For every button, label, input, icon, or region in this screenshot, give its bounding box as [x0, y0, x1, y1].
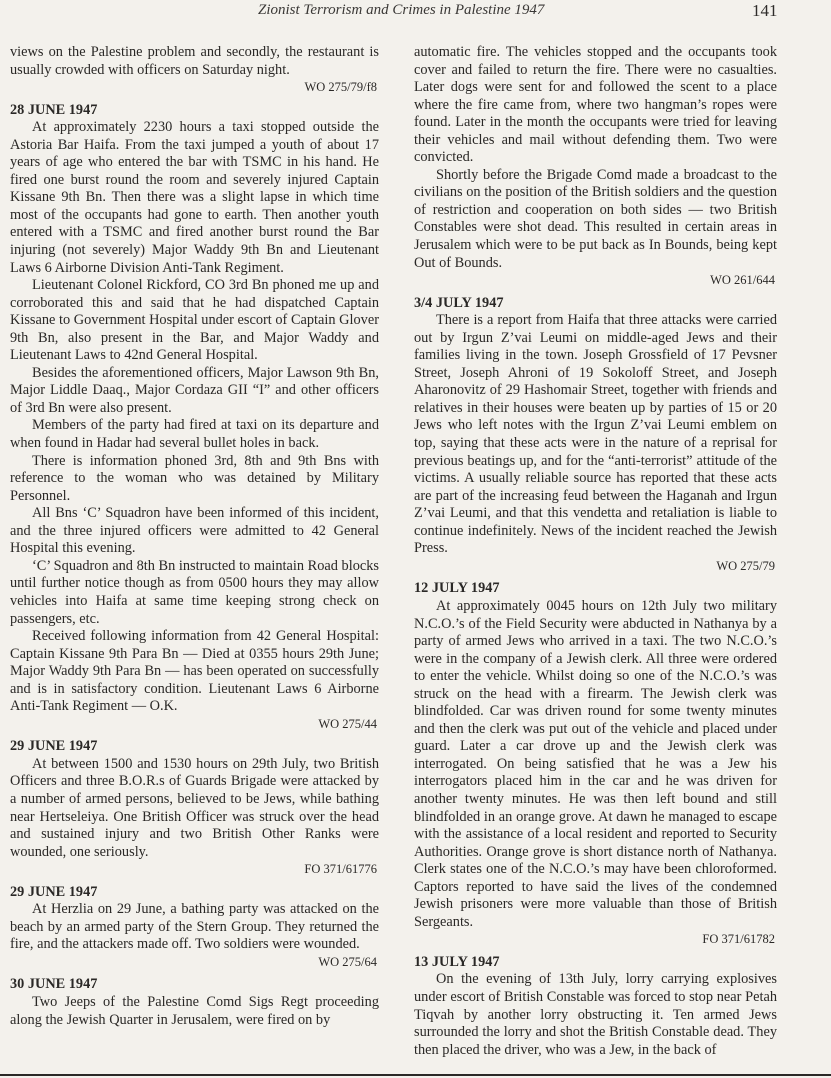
continued-paragraph: automatic fire. The vehicles stopped and the occupants took cover and failed to return the fire. There were no casualties. Later dogs were sent for and followed the scent to a place where the fire came from, where two hangman’s ropes were found. Later in the month the occupants were tried for leaving their vehicles and mail without defending them. Two were convicted. — [414, 44, 777, 166]
entry-date: 29 JUNE 1947 — [10, 738, 98, 755]
entry-date: 30 JUNE 1947 — [10, 976, 98, 993]
entry-paragraph: There is a report from Haifa that three attacks were carried out by Irgun Z’vai Leumi on middle-aged Jews and their families living in the town. Joseph Grossfield of 17 Pevsner Street, Joseph Ahroni of 19 Sokoloff Street, and Joseph Aharonovitz of 29 Hashomair Street, together with friends and relatives in their houses were beaten up by parties of 15 or 20 Jews who left notes with the Irgun Z’vai Leumi emblem on top, saying that these acts were in the nature of a reprisal for previous beatings up, and for the “anti-terrorist” attitude of the victims. A usually reliable source has reported that these acts are part of the increasing feud between the Haganah and Irgun Z’vai Leumi, and that this vendetta and retaliation is liable to continue indefinitely. News of the incident reached the Jewish Press. — [414, 312, 777, 557]
entry-paragraph: On the evening of 13th July, lorry carrying explosives under escort of British Constable was forced to stop near Petah Tiqvah by another lorry obstructing it. Ten armed Jews surrounded the lorry and shot the British Constable dead. They then placed the driver, who was a Jew, in the back of — [414, 971, 777, 1058]
entry-date: 3/4 JULY 1947 — [414, 294, 504, 311]
source-reference: FO 371/61776 — [304, 862, 377, 877]
entry-paragraph: Lieutenant Colonel Rickford, CO 3rd Bn phoned me up and corroborated this and said that he had dispatched Captain Kissane to Government Hospital under escort of Captain Glover 9th Bn, also present in the Bar, and Major Waddy and Lieutenant Laws to 42nd General Hospital. — [10, 277, 379, 364]
running-title: Zionist Terrorism and Crimes in Palestine 1947 — [258, 2, 545, 18]
entry-paragraph: At Herzlia on 29 June, a bathing party was attacked on the beach by an armed party of the Stern Group. They returned the fire, and the attackers made off. Two soldiers were wounded. — [10, 901, 379, 953]
bottom-rule — [0, 1074, 831, 1076]
continued-paragraph: views on the Palestine problem and secondly, the restaurant is usually crowded with officers on Saturday night. — [10, 44, 379, 78]
entry-paragraph: Two Jeeps of the Palestine Comd Sigs Regt proceeding along the Jewish Quarter in Jerusalem, were fired on by — [10, 993, 379, 1028]
entry-date: 12 JULY 1947 — [414, 580, 500, 597]
entry-paragraph: Members of the party had fired at taxi on its departure and when found in Hadar had several bullet holes in back. — [10, 417, 379, 452]
source-reference: WO 275/64 — [318, 954, 377, 969]
entry-paragraph: All Bns ‘C’ Squadron have been informed of this incident, and the three injured officers were admitted to 42 General Hospital this evening. — [10, 505, 379, 557]
entry-paragraph: There is information phoned 3rd, 8th and 9th Bns with reference to the woman who was detained by Military Personnel. — [10, 452, 379, 504]
left-column — [10, 44, 379, 1029]
entry-paragraph: ‘C’ Squadron and 8th Bn instructed to maintain Road blocks until further notice though as from 0500 hours they may allow vehicles into Haifa at same time keeping strong check on passengers, etc. — [10, 557, 379, 627]
source-reference: WO 275/79 — [716, 558, 775, 573]
entry-date: 13 JULY 1947 — [414, 953, 500, 970]
source-reference: WO 275/44 — [318, 716, 377, 731]
entry-paragraph: Besides the aforementioned officers, Major Lawson 9th Bn, Major Liddle Daaq., Major Cordaza GII “I” and other officers of 3rd Bn were also present. — [10, 364, 379, 416]
right-column — [414, 44, 777, 1059]
entry-date: 28 JUNE 1947 — [10, 101, 98, 118]
entry-paragraph: Received following information from 42 General Hospital: Captain Kissane 9th Para Bn — Died at 0355 hours 29th June; Major Waddy 9th Para Bn — has been operated on successfully and is in satisfactory condition. Lieutenant Laws 6 Airborne Anti-Tank Regiment — O.K. — [10, 628, 379, 715]
page-number: 141 — [752, 1, 778, 20]
source-reference: WO 275/79/f8 — [304, 80, 377, 95]
entry-paragraph: At between 1500 and 1530 hours on 29th July, two British Officers and three B.O.R.s of Guards Brigade were attacked by a number of armed persons, believed to be Jews, while bathing near Hertseleiya. One British Officer was struck over the head and sustained injury and two British Other Ranks were wounded, one seriously. — [10, 755, 379, 860]
entry-paragraph: At approximately 0045 hours on 12th July two military N.C.O.’s of the Field Security were abducted in Nathanya by a party of armed Jews who arrived in a taxi. The two N.C.O.’s were in the company of a Jewish clerk. All three were ordered to enter the vehicle. Whilst doing so one of the N.C.O.’s was struck on the head with a firearm. The Jewish clerk was blindfolded. Car was driven round for some twenty minutes and then the clerk was put out of the vehicle and placed under guard. Later a car drove up and the Jewish clerk was interrogated. On being satisfied that he was a Jew his interrogators placed him in the car and he was driven for another twenty minutes. He was then left bound and still blindfolded in an orange grove. At dawn he managed to escape with the assistance of a local resident and reported to Security Authorities. Orange grove is short distance north of Nathanya. Clerk states one of the N.C.O.’s may have been chloroformed. Captors reported to have said the lives of the condemned Jewish prisoners were more valuable than those of British Sergeants. — [414, 597, 777, 930]
entry-paragraph: Shortly before the Brigade Comd made a broadcast to the civilians on the position of the British soldiers and the question of restriction and cooperation on both sides — two British Constables were shot dead. This resulted in certain areas in Jerusalem which were to be put back as In Bounds, being kept Out of Bounds. — [414, 166, 777, 271]
entry-paragraph: At approximately 2230 hours a taxi stopped outside the Astoria Bar Haifa. From the taxi jumped a youth of about 17 years of age who entered the bar with TSMC in his hand. He fired one burst round the room and severely injured Captain Kissane 9th Bn. Then there was a slight lapse in which time most of the occupants had gone to earth. Then another youth entered with a TSMC and fired another burst round the Bar injuring (not severely) Major Waddy 9th Bn and Lieutenant Laws 6 Airborne Division Anti-Tank Regiment. — [10, 119, 379, 276]
entry-date: 29 JUNE 1947 — [10, 883, 98, 900]
source-reference: WO 261/644 — [710, 273, 775, 288]
source-reference: FO 371/61782 — [702, 932, 775, 947]
page-header — [0, 0, 831, 22]
